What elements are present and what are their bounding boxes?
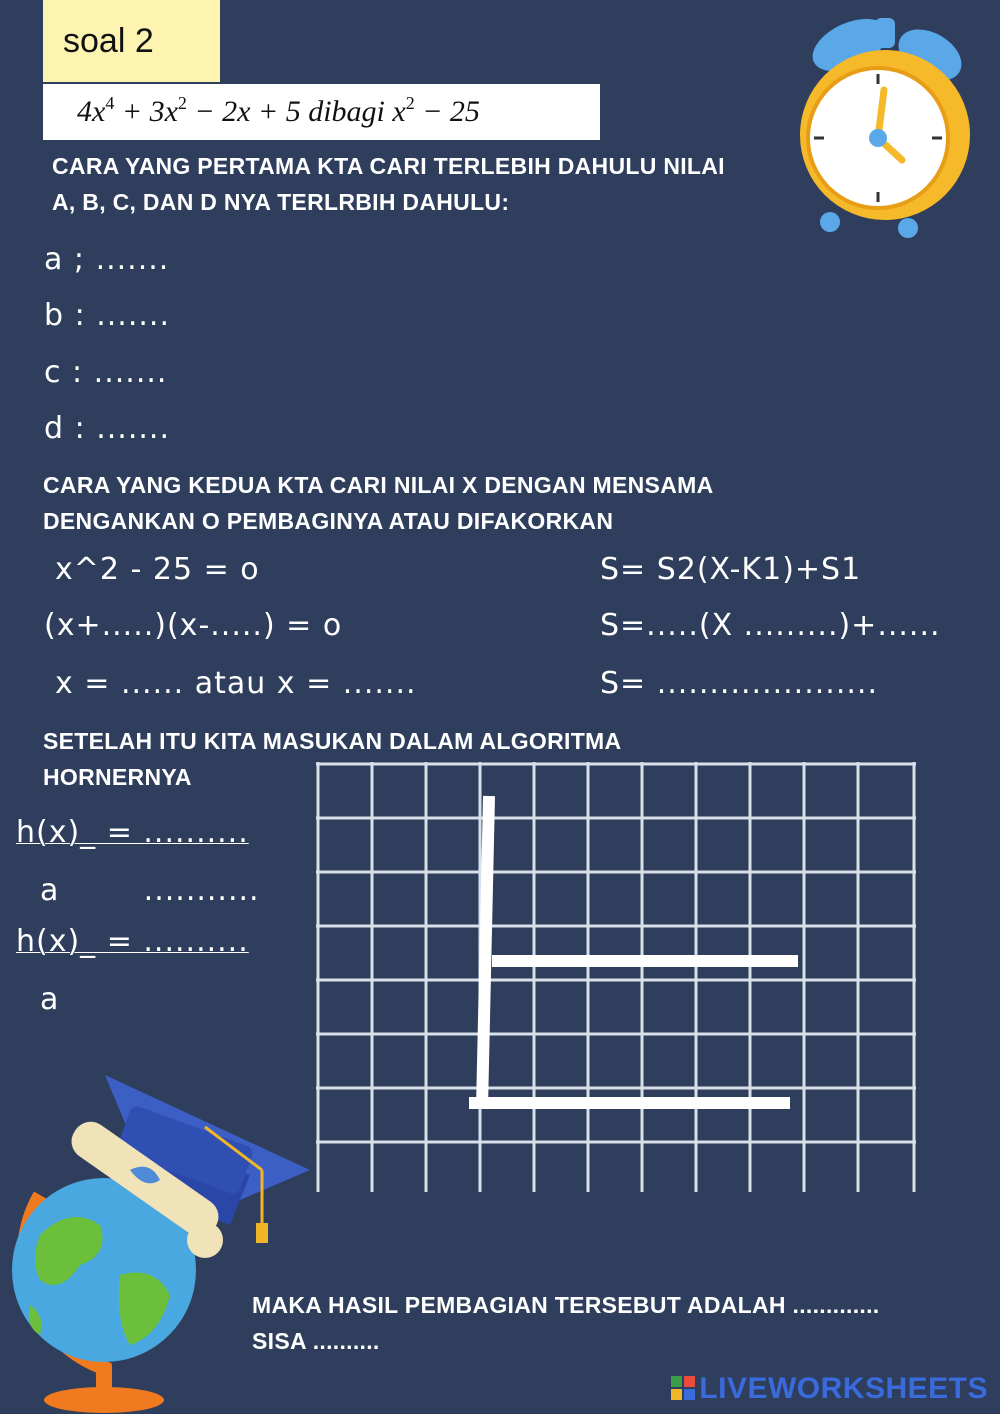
answer-c[interactable]: c : ....... <box>44 355 168 390</box>
horner-grid[interactable] <box>316 762 916 1192</box>
factor-line[interactable]: (x+.....)(x-.....) = o <box>44 608 343 643</box>
remainder-result[interactable]: S= ..................... <box>600 666 878 701</box>
hx-line-1-sub[interactable]: a ........... <box>40 873 260 908</box>
answer-a[interactable]: a ; ....... <box>44 242 170 277</box>
equation-line-1: x^2 - 25 = o <box>55 552 260 587</box>
remainder-substitution[interactable]: S=.....(X .........)+...... <box>600 608 941 643</box>
liveworksheets-logo-text: LIVEWORKSHEETS <box>699 1372 988 1405</box>
liveworksheets-logo-icon <box>671 1376 695 1400</box>
liveworksheets-logo <box>671 1372 988 1406</box>
step2-instruction: CARA YANG KEDUA KTA CARI NILAI X DENGAN MENSAMA DENGANKAN O PEMBAGINYA ATAU DIFAKORKAN <box>43 472 714 534</box>
hx-line-1[interactable]: h(x)_ = .......... <box>16 815 249 850</box>
hx-line-2-sub: a <box>40 982 60 1017</box>
step1-instruction: CARA YANG PERTAMA KTA CARI TERLEBIH DAHULU NILAI A, B, C, DAN D NYA TERLRBIH DAHULU: <box>52 153 725 215</box>
remainder-formula: S= S2(X-K1)+S1 <box>600 552 862 587</box>
hx-line-2[interactable]: h(x)_ = .......... <box>16 924 249 959</box>
answer-b[interactable]: b : ....... <box>44 298 170 333</box>
step3-instruction: SETELAH ITU KITA MASUKAN DALAM ALGORITMA HORNERNYA <box>43 728 622 790</box>
answer-d[interactable]: d : ....... <box>44 411 170 446</box>
problem-formula: $4x^4 + 3x^2 - 2x + 5$ dibagi $x^2 - 25$ <box>43 84 600 140</box>
globe-graduation-cap-icon <box>0 1065 320 1414</box>
x-values-line[interactable]: x = ...... atau x = ....... <box>55 666 417 701</box>
result-instruction[interactable]: MAKA HASIL PEMBAGIAN TERSEBUT ADALAH ............. SISA .......... <box>252 1292 880 1354</box>
alarm-clock-icon <box>790 0 980 240</box>
problem-label: soal 2 <box>43 0 220 82</box>
